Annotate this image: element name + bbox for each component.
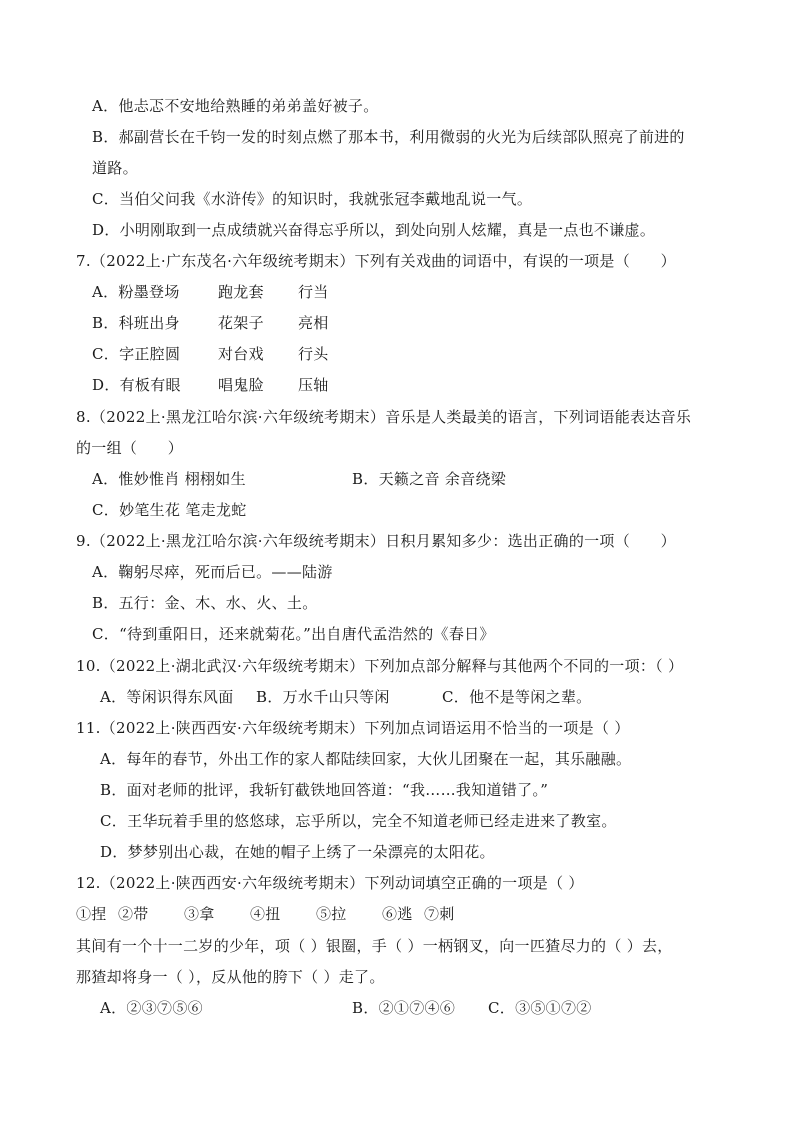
q7-option-c [92, 344, 329, 364]
question-8-cont: 的一组（ ） [76, 439, 184, 457]
q7-option-a [92, 282, 329, 302]
q7-d-3: 压轴 [298, 376, 329, 394]
q7-d-2: 唱鬼脸 [218, 376, 264, 394]
q7-option-d [92, 375, 329, 395]
q8-option-a: A．惟妙惟肖 栩栩如生 [92, 470, 246, 488]
q8-option-c: C．妙笔生花 笔走龙蛇 [92, 501, 247, 519]
q6-option-a: A．他忐忑不安地给熟睡的弟弟盖好被子。 [92, 97, 379, 115]
q7-c-1: C．字正腔圆 [92, 345, 181, 363]
q12-word-7: ⑦刺 [424, 905, 455, 923]
q8-options-ab [92, 469, 506, 489]
q12-word-2: ②带 [118, 905, 149, 923]
q11-option-d: D．梦梦别出心裁，在她的帽子上绣了一朵漂亮的太阳花。 [100, 843, 495, 861]
q12-word-4: ④扭 [250, 905, 281, 923]
q7-d-1: D．有板有眼 [92, 376, 181, 394]
q7-a-2: 跑龙套 [218, 283, 264, 301]
q9-option-b: B．五行：金、木、水、火、土。 [92, 594, 318, 612]
q12-word-6: ⑥逃 [382, 905, 413, 923]
q12-option-a: A．②③⑦⑤⑥ [100, 999, 203, 1017]
q12-word-list [76, 904, 455, 924]
q7-c-3: 行头 [298, 345, 329, 363]
question-9: 9.（2022上·黑龙江哈尔滨·六年级统考期末）日积月累知多少：选出正确的一项（ ） [76, 532, 676, 550]
q12-word-1: ①捏 [76, 905, 107, 923]
q6-option-c: C．当伯父问我《水浒传》的知识时，我就张冠李戴地乱说一气。 [92, 190, 533, 208]
q7-b-1: B．科班出身 [92, 314, 180, 332]
q10-options [100, 687, 591, 707]
q7-a-3: 行当 [298, 283, 329, 301]
q12-word-5: ⑤拉 [316, 905, 347, 923]
q11-option-b: B．面对老师的批评，我斩钉截铁地回答道：“我……我知道错了。” [100, 781, 549, 799]
q12-options [100, 998, 592, 1018]
q6-option-d: D．小明刚取到一点成绩就兴奋得忘乎所以，到处向别人炫耀，真是一点也不谦虚。 [92, 221, 656, 239]
q7-c-2: 对台戏 [218, 345, 264, 363]
q10-option-a: A．等闲识得东风面 [100, 688, 234, 706]
question-8: 8.（2022上·黑龙江哈尔滨·六年级统考期末）音乐是人类最美的语言，下列词语能表达音乐 [76, 408, 692, 426]
q7-b-3: 亮相 [298, 314, 329, 332]
q6-option-b: B．郝副营长在千钧一发的时刻点燃了那本书，利用微弱的火光为后续部队照亮了前进的 [92, 128, 685, 146]
q12-word-3: ③拿 [184, 905, 215, 923]
q9-option-a: A．鞠躬尽瘁，死而后已。——陆游 [92, 563, 333, 581]
q10-option-c: C．他不是等闲之辈。 [442, 688, 592, 706]
question-7: 7.（2022上·广东茂名·六年级统考期末）下列有关戏曲的词语中，有误的一项是（ ） [76, 252, 676, 270]
q12-passage-line1: 其间有一个十一二岁的少年，项（ ）银圈，手（ ）一柄钢叉，向一匹猹尽力的（ ）去， [76, 937, 673, 955]
question-10: 10.（2022上·湖北武汉·六年级统考期末）下列加点部分解释与其他两个不同的一项：（ ） [76, 657, 684, 675]
q11-option-a: A．每年的春节，外出工作的家人都陆续回家，大伙儿团聚在一起，其乐融融。 [100, 750, 632, 768]
q6-option-b-cont: 道路。 [92, 159, 138, 177]
q12-passage-line2: 那猹却将身一（ ），反从他的胯下（ ）走了。 [76, 968, 385, 986]
question-12: 12.（2022上·陕西西安·六年级统考期末）下列动词填空正确的一项是（ ） [76, 874, 584, 892]
q7-a-1: A．粉墨登场 [92, 283, 180, 301]
q9-option-c: C．“待到重阳日，还来就菊花。”出自唐代孟浩然的《春日》 [92, 625, 495, 643]
question-11: 11.（2022上·陕西西安·六年级统考期末）下列加点词语运用不恰当的一项是（ ） [76, 719, 630, 737]
q11-option-c: C．王华玩着手里的悠悠球，忘乎所以，完全不知道老师已经走进来了教室。 [100, 812, 617, 830]
q12-option-b: B．②①⑦④⑥ [352, 999, 456, 1017]
q8-option-b: B．天籁之音 余音绕梁 [352, 470, 507, 488]
q7-option-b [92, 313, 329, 333]
q10-option-b: B．万水千山只等闲 [256, 688, 390, 706]
q7-b-2: 花架子 [218, 314, 264, 332]
q12-option-c: C．③⑤①⑦② [488, 999, 592, 1017]
